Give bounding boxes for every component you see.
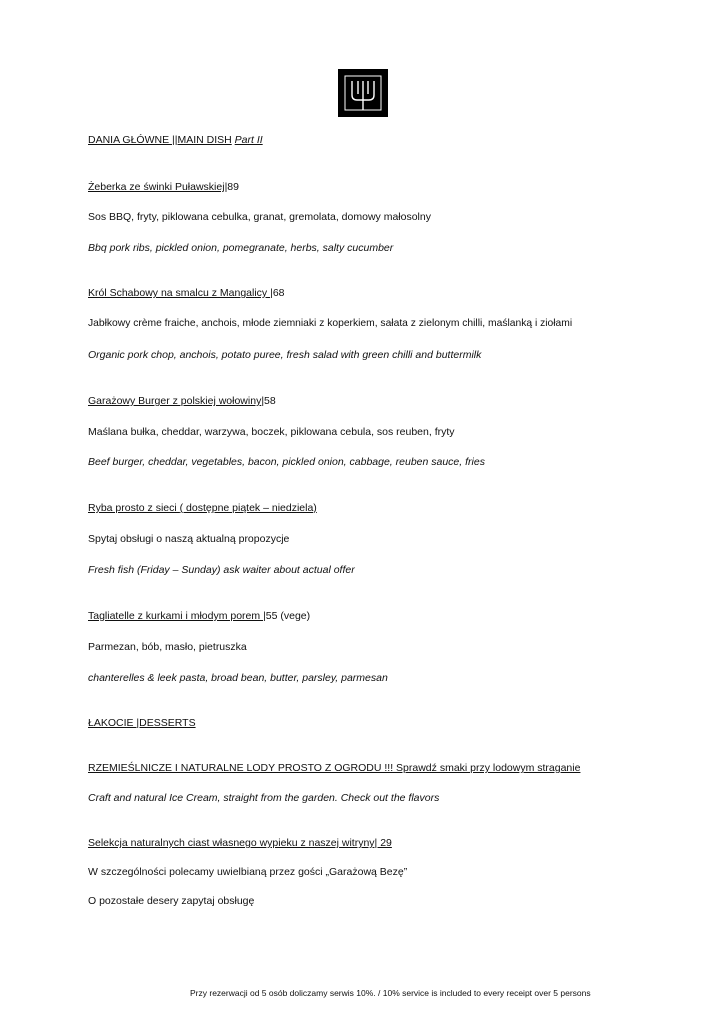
service-charge-note: Przy rezerwacji od 5 osób doliczamy serwis 10%. / 10% service is included to every receipt over 5 persons: [190, 988, 591, 998]
dish-title: [88, 501, 317, 515]
dish-title: [88, 394, 276, 408]
cakes-note: W szczególności polecamy uwielbianą przez gości „Garażową Bezę”: [88, 866, 408, 878]
dish-price: |68: [270, 287, 285, 299]
dish-description-pl: Parmezan, bób, masło, pietruszka: [88, 641, 247, 653]
dish-name: Garażowy Burger z polskiej wołowiny: [88, 395, 262, 407]
dish-price: |89: [224, 181, 239, 193]
ice-cream-title: RZEMIEŚLNICZE I NATURALNE LODY PROSTO Z OGRODU !!! Sprawdź smaki przy lodowym straganie: [88, 762, 581, 774]
dish-name: Żeberka ze świnki Puławskiej: [88, 181, 225, 193]
section-part: Part II: [234, 134, 263, 146]
dish-title: [88, 286, 285, 300]
dish-name: Tagliatelle z kurkami i młodym porem: [88, 610, 264, 622]
dish-description-pl: Spytaj obsługi o naszą aktualną propozycje: [88, 533, 290, 545]
dish-description-en: Fresh fish (Friday – Sunday) ask waiter about actual offer: [88, 564, 355, 576]
ice-cream-description-en: Craft and natural Ice Cream, straight from the garden. Check out the flavors: [88, 792, 440, 804]
dish-availability: ( dostępne piątek – niedziela): [179, 502, 317, 514]
section-title-desserts: ŁAKOCIE |DESSERTS: [88, 717, 196, 729]
dish-description-en: Bbq pork ribs, pickled onion, pomegranate, herbs, salty cucumber: [88, 242, 394, 254]
section-title: DANIA GŁÓWNE ||MAIN DISH: [88, 134, 232, 146]
dish-price: |58: [261, 395, 276, 407]
dish-description-pl: Maślana bułka, cheddar, warzywa, boczek, piklowana cebula, sos reuben, fryty: [88, 426, 455, 438]
dish-price: |55 (vege): [263, 610, 311, 622]
dish-name: Król Schabowy na smalcu z Mangalicy: [88, 287, 271, 299]
dish-description-pl: Sos BBQ, fryty, piklowana cebulka, granat, gremolata, domowy małosolny: [88, 211, 431, 223]
dish-description-pl: Jabłkowy crème fraiche, anchois, młode ziemniaki z koperkiem, sałata z zielonym chilli, maślanką i ziołami: [88, 318, 573, 329]
dish-title: [88, 180, 239, 194]
dish-description-en: Organic pork chop, anchois, potato puree, fresh salad with green chilli and buttermilk: [88, 349, 482, 361]
dish-name: Ryba prosto z sieci: [88, 502, 180, 514]
dish-title: [88, 609, 310, 623]
dish-description-en: chanterelles & leek pasta, broad bean, butter, parsley, parmesan: [88, 672, 388, 684]
dish-description-en: Beef burger, cheddar, vegetables, bacon, pickled onion, cabbage, reuben sauce, fries: [88, 456, 485, 468]
restaurant-logo: [338, 69, 388, 117]
cakes-title: Selekcja naturalnych ciast własnego wypieku z naszej witryny| 29: [88, 837, 392, 849]
other-desserts-note: O pozostałe desery zapytaj obsługę: [88, 895, 255, 907]
section-heading-main-dish: [88, 133, 263, 147]
